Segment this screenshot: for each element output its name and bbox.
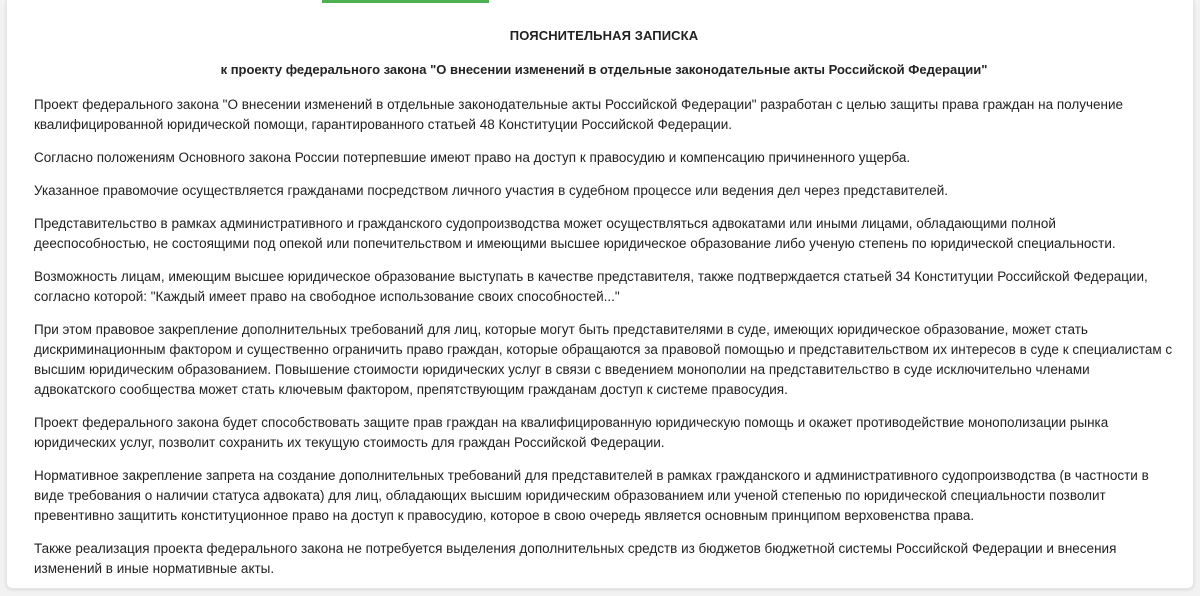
paragraph-3: Указанное правомочие осуществляется гражданами посредством личного участия в судебном процессе или ведения дел через представителей. [34, 183, 949, 198]
paragraph-4: Представительство в рамках административного и гражданского судопроизводства может осуществляться адвокатами или иными лицами, обладающими полной дееспособностью, не состоящими под опекой или попечительством и имеющими высшее юридическое образование либо ученую степень по юридической специальности. [34, 216, 1116, 251]
paragraph-9: Также реализация проекта федерального закона не потребуется выделения дополнительных средств из бюджетов бюджетной системы Российской Федерации и внесения изменений в иные нормативные акты. [34, 541, 1117, 576]
document-body [34, 95, 1174, 579]
paragraph-2: Согласно положениям Основного закона России потерпевшие имеют право на доступ к правосудию и компенсацию причиненного ущерба. [34, 150, 911, 165]
paragraph-7: Проект федерального закона будет способствовать защите прав граждан на квалифицированную юридическую помощь и окажет противодействие монополизации рынка юридических услуг, позволит сохранить их текущую стоимость для граждан Российской Федерации. [34, 415, 1109, 450]
paragraph-8: Нормативное закрепление запрета на создание дополнительных требований для представителей в рамках гражданского и административного судопроизводства (в частности в виде требования о наличии статуса адвоката) для лиц, обладающих высшим юридическим образованием или ученой степенью по юридической специальности позволит превентивно защитить конституционное право на доступ к правосудию, которое в свою очередь является основным принципом верховенства права. [34, 468, 1149, 523]
paragraph-1: Проект федерального закона "О внесении изменений в отдельные законодательные акты Российской Федерации" разработан с целью защиты права граждан на получение квалифицированной юридической помощи, гарантированного статьей 48 Конституции Российской Федерации. [34, 97, 1124, 132]
document-card [6, 0, 1194, 589]
document-content [34, 27, 1174, 592]
active-tab-indicator [322, 0, 489, 3]
paragraph-5: Возможность лицам, имеющим высшее юридическое образование выступать в качестве представителя, также подтверждается статьей 34 Конституции Российской Федерации, согласно которой: "Каждый имеет право на свободное использование своих способностей..." [34, 269, 1148, 304]
document-title: ПОЯСНИТЕЛЬНАЯ ЗАПИСКА [509, 28, 699, 43]
paragraph-6: При этом правовое закрепление дополнительных требований для лиц, которые могут быть представителями в суде, имеющих юридическое образование, может стать дискриминационным фактором и существенно ограничить право граждан, которые обращаются за правовой помощью и представительством их интересов в суде к специалистам с высшим юридическим образованием. Повышение стоимости юридических услуг в связи с введением монополии на представительство в суде исключительно членами адвокатского сообщества может стать ключевым фактором, препятствующим гражданам доступ к системе правосудия. [34, 322, 1173, 397]
document-subtitle: к проекту федерального закона "О внесении изменений в отдельные законодательные акты Российской Федерации" [220, 62, 988, 77]
